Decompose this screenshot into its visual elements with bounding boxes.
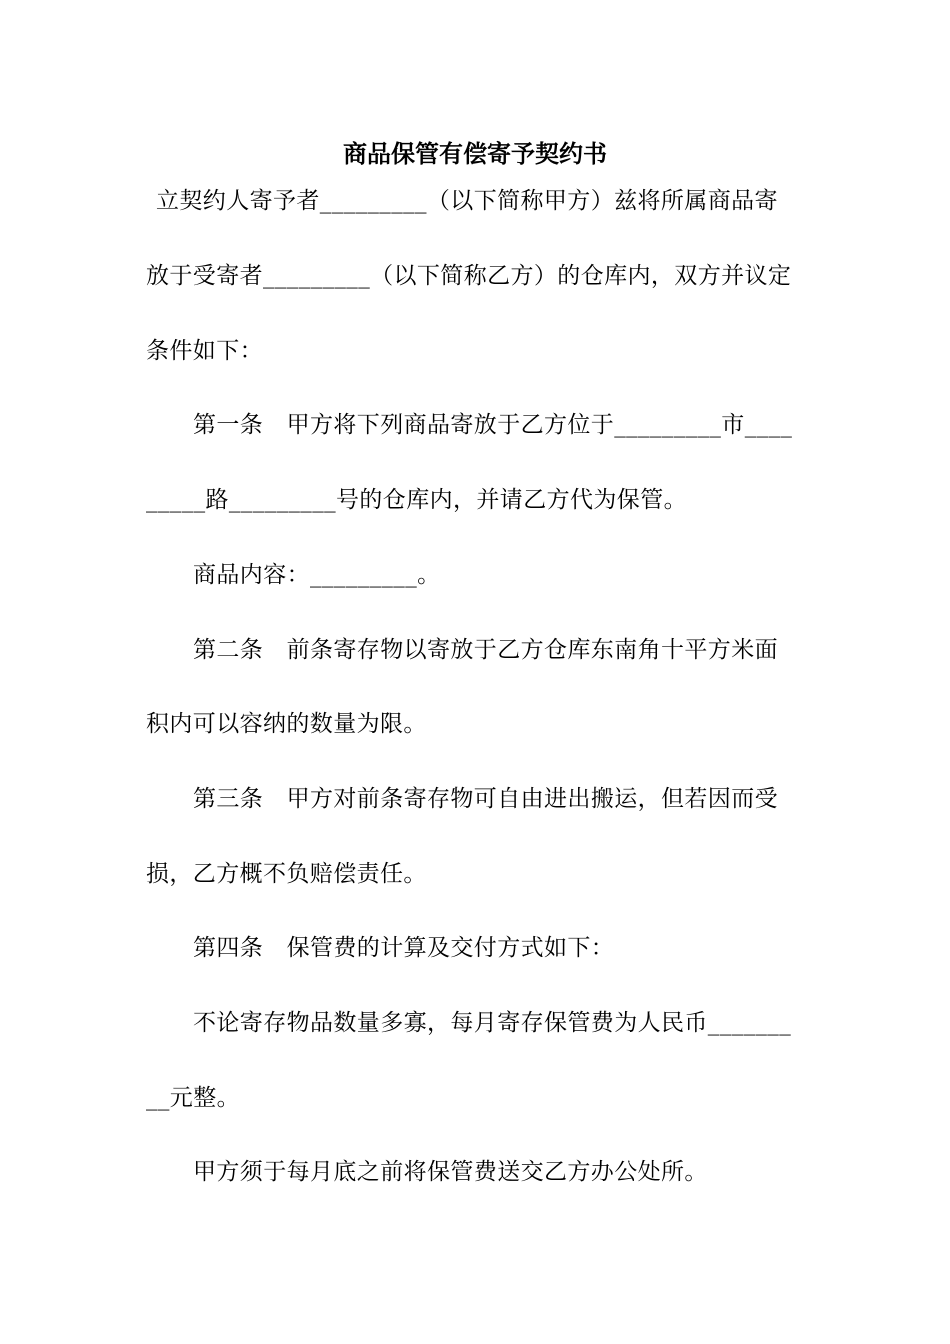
fee-line-1: 不论寄存物品数量多寡，每月寄存保管费为人民币_______ <box>193 1010 792 1036</box>
payment-line: 甲方须于每月底之前将保管费送交乙方办公处所。 <box>193 1159 708 1185</box>
text-line-1: 立契约人寄予者_________（以下简称甲方）兹将所属商品寄 <box>156 188 778 214</box>
text-line-2: 放于受寄者_________（以下简称乙方）的仓库内，双方并议定 <box>146 263 792 289</box>
goods-content-line: 商品内容：_________。 <box>193 562 441 588</box>
text-line-3: 条件如下： <box>146 338 263 364</box>
article-3-line-2: 损，乙方概不负赔偿责任。 <box>146 861 427 887</box>
article-4-line-1: 第四条 保管费的计算及交付方式如下： <box>193 935 615 961</box>
article-2-line-1: 第二条 前条寄存物以寄放于乙方仓库东南角十平方米面 <box>193 637 778 663</box>
article-3-line-1: 第三条 甲方对前条寄存物可自由进出搬运，但若因而受 <box>193 786 778 812</box>
article-2-line-2: 积内可以容纳的数量为限。 <box>146 711 427 737</box>
article-1-line-1: 第一条 甲方将下列商品寄放于乙方位于_________市____ <box>193 412 793 438</box>
document-title: 商品保管有偿寄予契约书 <box>343 139 607 168</box>
article-1-line-2: _____路_________号的仓库内，并请乙方代为保管。 <box>146 487 687 513</box>
fee-line-2: __元整。 <box>146 1085 240 1111</box>
